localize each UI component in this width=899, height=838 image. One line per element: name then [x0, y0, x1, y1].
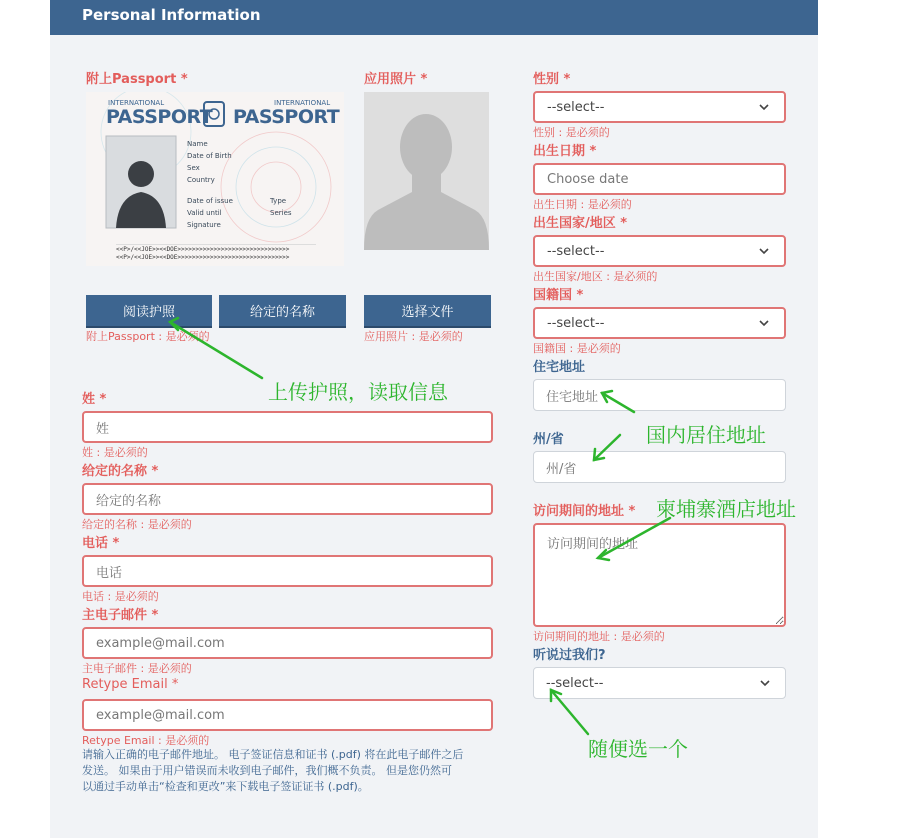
- passport-intl-left: INTERNATIONAL: [108, 99, 165, 107]
- nationality-label: 国籍国 *: [533, 288, 584, 303]
- gender-error: 性别 : 是必须的: [533, 126, 610, 139]
- phone-label: 电话 *: [82, 536, 120, 551]
- passport-fields-3: [270, 195, 292, 219]
- state-placeholder: 州/省: [546, 461, 577, 477]
- email-hint-line-2: 发送。 如果由于用户错误而未收到电子邮件，我们概不负责。 但是您仍然可: [82, 764, 452, 777]
- visit-address-label: 访问期间的地址 *: [533, 504, 636, 519]
- dob-label: 出生日期 *: [533, 144, 597, 159]
- photo-placeholder: [364, 92, 489, 250]
- passport-field-country: Country: [187, 176, 215, 184]
- surname-label: 姓 *: [82, 392, 107, 407]
- chevron-down-icon: [758, 317, 770, 329]
- passport-word-left: PASSPORT: [106, 106, 213, 128]
- email-hint-line-1: 请输入正确的电子邮件地址。 电子签证信息和证书 (.pdf) 将在此电子邮件之后: [82, 748, 464, 761]
- surname-placeholder: 姓: [96, 421, 110, 437]
- birth-country-label: 出生国家/地区 *: [533, 216, 628, 231]
- annotation-upload: 上传护照，读取信息: [268, 380, 448, 404]
- passport-mrz: [116, 246, 289, 262]
- surname-input[interactable]: [82, 411, 493, 443]
- heard-about-select-value: --select--: [546, 675, 604, 691]
- dob-placeholder: Choose date: [547, 171, 629, 187]
- passport-field-type: Type: [270, 197, 287, 205]
- retype-email-label: Retype Email *: [82, 677, 179, 692]
- home-address-input[interactable]: [533, 379, 786, 411]
- passport-field-issue: Date of issue: [187, 197, 233, 205]
- given-name-label: 给定的名称 *: [82, 464, 159, 479]
- passport-mrz-line-2: <<P>/<<JOE>><<DOE>>>>>>>>>>>>>>>>>>>>>>>>>>>>>>>: [116, 254, 290, 261]
- photo-error: 应用照片 : 是必须的: [364, 330, 463, 343]
- passport-field-signature: Signature: [187, 221, 221, 229]
- chevron-down-icon: [758, 101, 770, 113]
- given-name-placeholder: 给定的名称: [96, 493, 162, 509]
- phone-placeholder: 电话: [96, 565, 123, 581]
- home-address-placeholder: 住宅地址: [546, 389, 599, 405]
- given-name-input[interactable]: [82, 483, 493, 515]
- birth-country-select[interactable]: [533, 235, 786, 267]
- email-label: 主电子邮件 *: [82, 608, 159, 623]
- email-hint: [82, 747, 497, 795]
- email-error: 主电子邮件 : 是必须的: [82, 662, 192, 675]
- phone-input[interactable]: [82, 555, 493, 587]
- birth-country-select-value: --select--: [547, 243, 605, 259]
- dob-input[interactable]: [533, 163, 786, 195]
- retype-email-error: Retype Email : 是必须的: [82, 734, 210, 747]
- gender-select-value: --select--: [547, 99, 605, 115]
- passport-fields: [187, 138, 232, 186]
- passport-intl-right: INTERNATIONAL: [274, 99, 331, 107]
- passport-mrz-line-1: <<P>/<<JOE>><<DOE>>>>>>>>>>>>>>>>>>>>>>>>>>>>>>>: [116, 246, 290, 253]
- section-title: Personal Information: [82, 6, 261, 24]
- photo-label: 应用照片 *: [364, 72, 428, 87]
- state-label: 州/省: [533, 432, 564, 447]
- passport-field-name: Name: [187, 140, 208, 148]
- retype-email-input[interactable]: [82, 699, 493, 731]
- passport-field-valid: Valid until: [187, 209, 222, 217]
- phone-error: 电话 : 是必须的: [82, 590, 159, 603]
- state-input[interactable]: [533, 451, 786, 483]
- chevron-down-icon: [759, 677, 771, 689]
- surname-error: 姓 : 是必须的: [82, 446, 148, 459]
- dob-error: 出生日期 : 是必须的: [533, 198, 632, 211]
- passport-error: 附上Passport : 是必须的: [86, 330, 210, 343]
- visit-address-textarea[interactable]: [533, 523, 786, 627]
- nationality-select[interactable]: [533, 307, 786, 339]
- passport-fields-2: [187, 195, 233, 231]
- chevron-down-icon: [758, 245, 770, 257]
- annotation-domestic: 国内居住地址: [646, 423, 766, 447]
- passport-label: 附上Passport *: [86, 72, 188, 87]
- gender-select[interactable]: [533, 91, 786, 123]
- passport-field-sex: Sex: [187, 164, 200, 172]
- nationality-error: 国籍国 : 是必须的: [533, 342, 621, 355]
- passport-field-series: Series: [270, 209, 292, 217]
- passport-image: [86, 92, 344, 266]
- nationality-select-value: --select--: [547, 315, 605, 331]
- visit-address-error: 访问期间的地址 : 是必须的: [533, 630, 665, 643]
- given-name-button[interactable]: 给定的名称: [219, 295, 346, 328]
- annotation-hotel: 柬埔寨酒店地址: [656, 497, 796, 521]
- email-hint-line-3: 以通过手动单击“检查和更改”来下载电子签证证书 (.pdf)。: [82, 780, 369, 793]
- given-name-error: 给定的名称 : 是必须的: [82, 518, 192, 531]
- birth-country-error: 出生国家/地区 : 是必须的: [533, 270, 658, 283]
- email-placeholder: example@mail.com: [96, 635, 225, 651]
- home-address-label: 住宅地址: [533, 360, 586, 375]
- retype-email-placeholder: example@mail.com: [96, 707, 225, 723]
- read-passport-button[interactable]: 阅读护照: [86, 295, 212, 328]
- heard-about-select[interactable]: [533, 667, 786, 699]
- choose-file-button[interactable]: 选择文件: [364, 295, 491, 328]
- email-input[interactable]: [82, 627, 493, 659]
- passport-field-dob: Date of Birth: [187, 152, 232, 160]
- section-header: [50, 0, 818, 35]
- gender-label: 性别 *: [533, 72, 571, 87]
- heard-about-label: 听说过我们?: [533, 648, 606, 663]
- person-silhouette-icon: [364, 92, 489, 250]
- passport-word-right: PASSPORT: [233, 106, 340, 128]
- annotation-any: 随便选一个: [588, 737, 688, 761]
